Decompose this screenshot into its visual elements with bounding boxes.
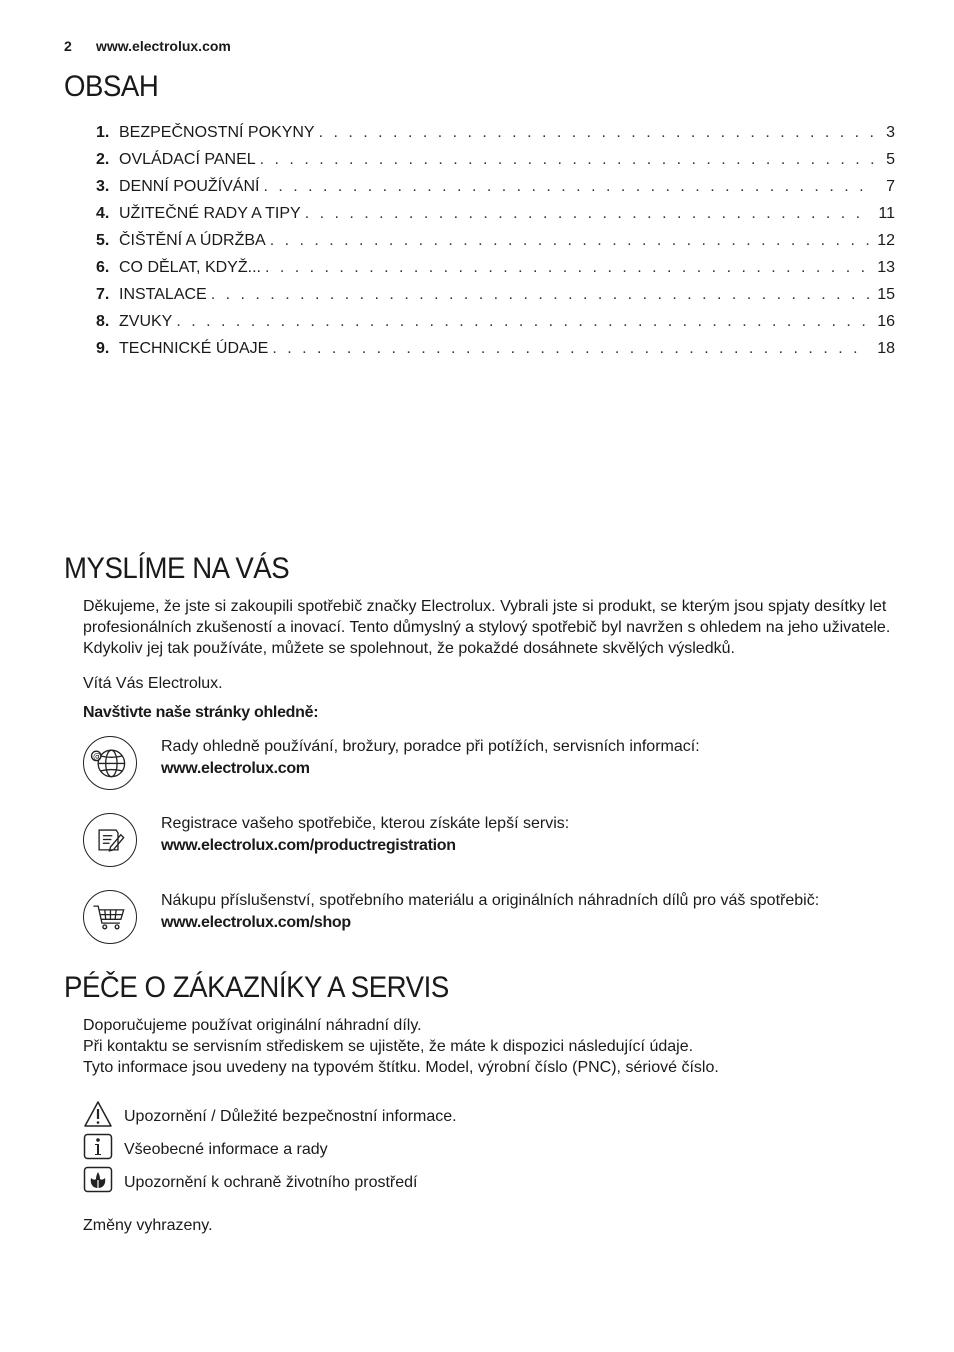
site-text-shop: Nákupu příslušenství, spotřebního materiálu a originálních náhradních dílů pro váš spotřebič: bbox=[161, 892, 820, 909]
toc-item-title: ČIŠTĚNÍ A ÚDRŽBA bbox=[119, 232, 266, 249]
toc-item-title: CO DĚLAT, KDYŽ... bbox=[119, 259, 261, 276]
toc-item-page: 15 bbox=[877, 286, 895, 303]
environment-icon bbox=[83, 1166, 113, 1196]
symbol-text-environment: Upozornění k ochraně životního prostředí bbox=[124, 1174, 418, 1191]
toc-item[interactable] bbox=[96, 124, 895, 151]
toc-item-page: 12 bbox=[877, 232, 895, 249]
service-line-3: Tyto informace jsou uvedeny na typovém štítku. Model, výrobní číslo (PNC), sériové číslo. bbox=[83, 1059, 719, 1076]
toc-item-number: 5. bbox=[96, 232, 110, 249]
site-link-shop[interactable]: www.electrolux.com/shop bbox=[161, 914, 351, 931]
service-line-1: Doporučujeme používat originální náhradní díly. bbox=[83, 1017, 422, 1034]
symbol-text-warning: Upozornění / Důležité bezpečnostní informace. bbox=[124, 1108, 457, 1125]
toc-item-number: 4. bbox=[96, 205, 110, 222]
info-icon bbox=[83, 1133, 113, 1163]
toc-item-page: 5 bbox=[886, 151, 895, 168]
site-text-support: Rady ohledně používání, brožury, poradce při potížích, servisních informací: bbox=[161, 738, 700, 755]
visit-heading: Navštivte naše stránky ohledně: bbox=[83, 704, 319, 721]
warning-icon bbox=[83, 1100, 113, 1130]
toc-item-page: 7 bbox=[886, 178, 895, 195]
toc-item-page: 3 bbox=[886, 124, 895, 141]
toc-item[interactable] bbox=[96, 340, 895, 367]
toc-item-number: 9. bbox=[96, 340, 110, 357]
toc-item-number: 7. bbox=[96, 286, 110, 303]
table-of-contents bbox=[96, 124, 895, 367]
registration-icon bbox=[83, 813, 137, 867]
symbol-text-info: Všeobecné informace a rady bbox=[124, 1141, 328, 1158]
site-row-registration bbox=[83, 813, 903, 873]
toc-dot-leader bbox=[176, 313, 869, 331]
site-description bbox=[161, 890, 819, 934]
svg-text:@: @ bbox=[92, 752, 102, 763]
toc-item-title: UŽITEČNÉ RADY A TIPY bbox=[119, 205, 301, 222]
toc-item[interactable] bbox=[96, 232, 895, 259]
toc-dot-leader bbox=[270, 232, 870, 250]
site-description bbox=[161, 736, 700, 780]
toc-dot-leader bbox=[263, 178, 875, 196]
toc-item-number: 3. bbox=[96, 178, 110, 195]
toc-item-number: 6. bbox=[96, 259, 110, 276]
globe-icon bbox=[83, 736, 137, 790]
toc-dot-leader bbox=[211, 286, 869, 304]
site-link-registration[interactable]: www.electrolux.com/productregistration bbox=[161, 837, 456, 854]
toc-item-page: 16 bbox=[877, 313, 895, 330]
toc-item-title: INSTALACE bbox=[119, 286, 207, 303]
thinking-of-you-title: MYSLÍME NA VÁS bbox=[64, 552, 290, 585]
site-text-registration: Registrace vašeho spotřebiče, kterou získáte lepší servis: bbox=[161, 815, 570, 832]
toc-item-title: DENNÍ POUŽÍVÁNÍ bbox=[119, 178, 260, 195]
toc-item[interactable] bbox=[96, 286, 895, 313]
site-row-shop bbox=[83, 890, 903, 950]
toc-dot-leader bbox=[305, 205, 871, 223]
page-header bbox=[64, 38, 231, 54]
toc-dot-leader bbox=[260, 151, 875, 169]
site-link-support[interactable]: www.electrolux.com bbox=[161, 760, 310, 777]
header-website[interactable]: www.electrolux.com bbox=[96, 38, 231, 54]
toc-item[interactable] bbox=[96, 259, 895, 286]
toc-item[interactable] bbox=[96, 313, 895, 340]
toc-dot-leader bbox=[272, 340, 869, 358]
shopping-cart-icon bbox=[83, 890, 137, 944]
toc-title: OBSAH bbox=[64, 70, 159, 103]
toc-item[interactable] bbox=[96, 178, 895, 205]
changes-reserved: Změny vyhrazeny. bbox=[83, 1217, 213, 1234]
toc-dot-leader bbox=[319, 124, 875, 142]
toc-item[interactable] bbox=[96, 151, 895, 178]
toc-item-number: 8. bbox=[96, 313, 110, 330]
welcome-text: Vítá Vás Electrolux. bbox=[83, 675, 223, 692]
toc-item[interactable] bbox=[96, 205, 895, 232]
intro-paragraph: Děkujeme, že jste si zakoupili spotřebič značky Electrolux. Vybrali jste si produkt, se kterým jsou spjaty desítky let profesionálních zkušeností a inovací. Tento důmyslný a stylový spotřebič byl navržen s ohledem na jeho uživatele. Kdykoliv jej tak používáte, můžete se spolehnout, že pokaždé dosáhnete skvělých výsledků. bbox=[83, 598, 891, 657]
toc-item-page: 13 bbox=[877, 259, 895, 276]
toc-item-page: 11 bbox=[878, 205, 895, 222]
toc-item-page: 18 bbox=[877, 340, 895, 357]
service-line-2: Při kontaktu se servisním střediskem se ujistěte, že máte k dispozici následující údaje. bbox=[83, 1038, 694, 1055]
site-description bbox=[161, 813, 569, 857]
site-row-support bbox=[83, 736, 903, 796]
toc-item-number: 1. bbox=[96, 124, 110, 141]
toc-dot-leader bbox=[265, 259, 869, 277]
toc-item-title: ZVUKY bbox=[119, 313, 173, 330]
toc-item-title: BEZPEČNOSTNÍ POKYNY bbox=[119, 124, 315, 141]
page-number: 2 bbox=[64, 38, 72, 54]
toc-item-number: 2. bbox=[96, 151, 110, 168]
toc-item-title: TECHNICKÉ ÚDAJE bbox=[119, 340, 269, 357]
service-title: PÉČE O ZÁKAZNÍKY A SERVIS bbox=[64, 971, 449, 1004]
toc-item-title: OVLÁDACÍ PANEL bbox=[119, 151, 256, 168]
